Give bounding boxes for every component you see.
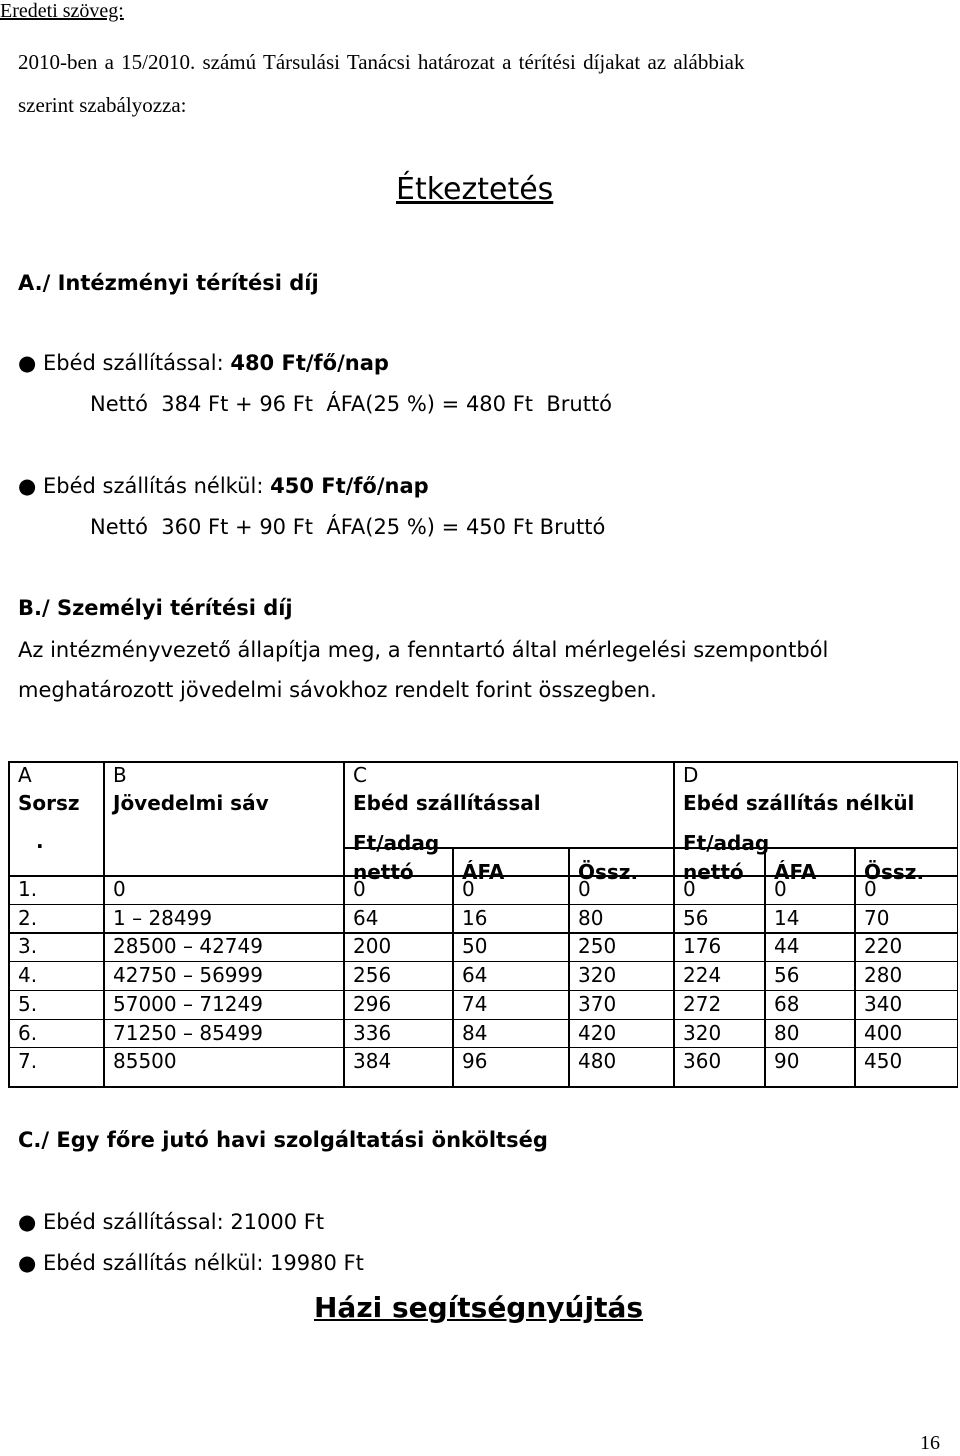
table-cell: 28500 – 42749 [113,934,263,959]
table-row-line [8,932,958,933]
col-title-c-unit: Ft/adag [353,831,440,855]
bullet-item-c1 [18,1210,324,1234]
page-number: 16 [920,1432,940,1454]
item-value: 480 Ft/fő/nap [230,351,389,375]
table-row-line [8,1047,958,1048]
bullet-icon: ● [18,474,37,498]
section-b-heading: B./ Személyi térítési díj [18,596,293,620]
section-a-heading: A./ Intézményi térítési díj [18,271,319,295]
table-cell: 71250 – 85499 [113,1020,263,1045]
table-cell: 85500 [113,1049,177,1074]
section-b-text-line-1: Az intézményvezető állapítja meg, a fenntartó által mérlegelési szempontból [18,638,829,662]
bullet-icon: ● [18,351,37,375]
col-letter-b: B [113,763,127,787]
table-cell: 64 [462,963,488,988]
table-cell: 57000 – 71249 [113,991,263,1016]
item-value: 450 Ft/fő/nap [270,474,429,498]
section-c-heading: C./ Egy főre jutó havi szolgáltatási önköltség [18,1128,548,1152]
table-border-bottom [8,1086,958,1088]
item-text: Ebéd szállítás nélkül: 19980 Ft [43,1251,364,1275]
table-cell: 64 [353,905,379,930]
col-letter-c: C [353,763,367,787]
table-cell: 340 [864,991,903,1016]
table-cell: 2. [18,905,38,930]
item-text: Ebéd szállítással: 21000 Ft [43,1210,325,1234]
table-cell: 336 [353,1020,392,1045]
table-col-line [673,761,675,1086]
table-cell: 80 [578,905,604,930]
intro-text-line-1: 2010-ben a 15/2010. számú Társulási Tanácsi határozat a térítési díjakat az alábbiak [18,50,745,74]
bullet-icon: ● [18,1210,37,1234]
table-cell: 56 [774,963,800,988]
table-cell: 5. [18,991,38,1016]
table-cell: 70 [864,905,890,930]
col-title-d-unit: Ft/adag [683,831,770,855]
item-label: Ebéd szállítás nélkül: [43,474,264,498]
item-label: Ebéd szállítással: [43,351,224,375]
table-cell: 68 [774,991,800,1016]
intro-text-line-2: szerint szabályozza: [18,93,187,117]
table-cell: 80 [774,1020,800,1045]
table-cell: 256 [353,963,392,988]
table-cell: 90 [774,1049,800,1074]
col-title-d: Ebéd szállítás nélkül [683,791,915,815]
table-cell: 480 [578,1049,617,1074]
col-title-c: Ebéd szállítással [353,791,541,815]
table-col-line [343,761,345,1086]
table-subcol-line [568,847,570,1086]
table-cell: 0 [113,877,126,901]
original-text-label: Eredeti szöveg: [0,0,124,22]
table-cell: 360 [683,1049,722,1074]
sub-header: ÁFA [462,860,505,884]
sub-header: nettó [683,860,744,884]
table-cell: 370 [578,991,617,1016]
heading-hazi-segitsegnyujtas: Házi segítségnyújtás [314,1291,644,1324]
table-cell: 56 [683,905,709,930]
table-cell: 84 [462,1020,488,1045]
table-cell: 0 [353,877,366,901]
col-letter-d: D [683,763,699,787]
table-row-line [8,990,958,991]
item-detail-a2: Nettó 360 Ft + 90 Ft ÁFA(25 %) = 450 Ft Bruttó [90,515,606,539]
col-title-a: Sorsz [18,791,80,815]
table-cell: 320 [578,963,617,988]
table-cell: 96 [462,1049,488,1074]
table-row-line [8,904,958,905]
table-cell: 0 [462,877,475,901]
bullet-item-a2 [18,474,429,498]
table-cell: 272 [683,991,722,1016]
table-row-line [8,961,958,962]
table-cell: 220 [864,934,903,959]
table-cell: 200 [353,934,392,959]
table-cell: 296 [353,991,392,1016]
table-cell: 176 [683,934,722,959]
col-letter-a: A [18,763,32,787]
table-cell: 400 [864,1020,903,1045]
table-cell: 3. [18,934,38,959]
col-title-a-dot: . [36,829,44,853]
sub-header: Össz. [864,860,925,884]
table-cell: 74 [462,991,488,1016]
item-detail-a1: Nettó 384 Ft + 96 Ft ÁFA(25 %) = 480 Ft Bruttó [90,392,613,416]
table-cell: 280 [864,963,903,988]
table-cell: 14 [774,905,800,930]
sub-header: ÁFA [774,860,817,884]
table-cell: 0 [683,877,696,901]
table-subcol-line [452,847,454,1086]
table-row-line [8,1019,958,1020]
table-cell: 0 [578,877,591,901]
sub-header: nettó [353,860,414,884]
table-cell: 42750 – 56999 [113,963,263,988]
section-b-text-line-2: meghatározott jövedelmi sávokhoz rendelt forint összegben. [18,678,657,702]
table-cell: 0 [774,877,787,901]
table-border-top [8,761,958,763]
bullet-icon: ● [18,1251,37,1275]
table-border-left [8,761,10,1086]
col-title-b: Jövedelmi sáv [113,791,269,815]
table-cell: 320 [683,1020,722,1045]
sub-header: Össz. [578,860,639,884]
table-cell: 420 [578,1020,617,1045]
table-cell: 1. [18,877,38,901]
table-cell: 450 [864,1049,903,1074]
fee-table [8,761,958,1086]
table-cell: 4. [18,963,38,988]
bullet-item-c2 [18,1251,364,1275]
table-cell: 1 – 28499 [113,905,213,930]
bullet-item-a1 [18,351,389,375]
table-cell: 0 [864,877,877,901]
table-border-right [957,761,959,1086]
table-cell: 384 [353,1049,392,1074]
heading-etkeztetes: Étkeztetés [396,172,554,207]
table-cell: 6. [18,1020,38,1045]
table-cell: 7. [18,1049,38,1074]
table-cell: 250 [578,934,617,959]
table-cell: 16 [462,905,488,930]
table-subcol-line [764,847,766,1086]
table-cell: 50 [462,934,488,959]
table-subcol-line [854,847,856,1086]
table-cell: 224 [683,963,722,988]
table-cell: 44 [774,934,800,959]
table-col-line [103,761,105,1086]
